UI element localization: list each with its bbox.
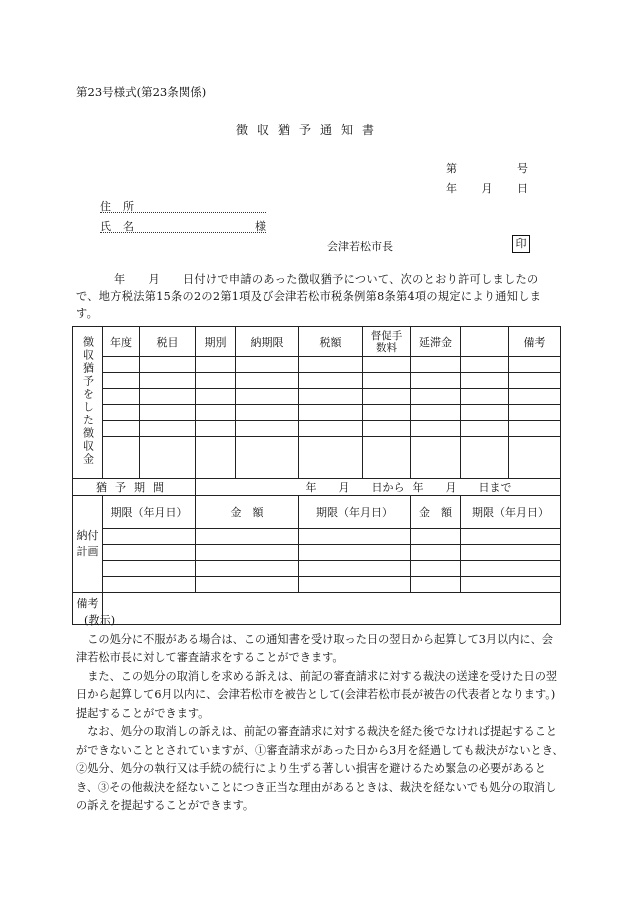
plan-header: 期限（年月日） bbox=[461, 496, 561, 529]
plan-header-row bbox=[73, 496, 561, 529]
col-header: 税目 bbox=[140, 327, 196, 357]
body-paragraph: 年 月 日付けで申請のあった徴収猶予について、次のとおり許可しましたので、地方税法第15条の2の2第1項及び会津若松市税条例第8条第4項の規定により通知します。 bbox=[76, 273, 542, 320]
date-day: 日 bbox=[517, 182, 528, 195]
issue-date bbox=[446, 180, 528, 196]
table-row bbox=[73, 437, 561, 479]
side-label-cell bbox=[73, 327, 103, 479]
col-header bbox=[461, 327, 509, 357]
date-month: 月 bbox=[481, 182, 493, 195]
notice-paragraph-2: また、この処分の取消しを求める訴えは、前記の審査請求に対する裁決の送達を受けた日の翌日から起算して6月以内に、会津若松市を被告として(会津若松市長が被告の代表者となります。)提起することができます。 bbox=[76, 669, 558, 720]
period-row bbox=[73, 479, 561, 496]
body-text bbox=[76, 271, 560, 322]
date-year: 年 bbox=[446, 182, 457, 195]
seal-mark: 印 bbox=[512, 235, 530, 253]
name-field bbox=[100, 218, 266, 233]
address-field bbox=[100, 198, 266, 213]
col-header: 備考 bbox=[509, 327, 561, 357]
notice-paragraph-3: なお、処分の取消しの訴えは、前記の審査請求に対する裁決を経た後でなければ提起することができないこととされていますが、①審査請求があった日から3月を経過しても裁決がないとき、②処分、処分の執行又は手続の続行により生ずる著しい損害を避けるため緊急の必要があるとき、③その他裁決を経ないことにつき正当な理由があるときは、裁決を経ないでも処分の取消しの訴えを提起することができます。 bbox=[76, 725, 564, 812]
plan-label-cell bbox=[73, 496, 103, 593]
honorific: 様 bbox=[255, 220, 266, 233]
deferment-table bbox=[72, 326, 561, 625]
period-label: 猶予期間 bbox=[73, 479, 196, 496]
number-prefix: 第 bbox=[446, 162, 457, 175]
issuer-name: 会津若松市長 bbox=[327, 240, 393, 253]
notice-section bbox=[76, 612, 564, 816]
plan-header: 期限（年月日） bbox=[103, 496, 196, 529]
address-label: 住所 bbox=[100, 200, 146, 213]
col-header: 納期限 bbox=[236, 327, 299, 357]
plan-header: 金 額 bbox=[411, 496, 461, 529]
col-header-text: 督促手数料 bbox=[370, 329, 403, 354]
notice-label: (教示) bbox=[84, 614, 116, 627]
number-suffix: 号 bbox=[517, 162, 528, 175]
period-to: 年 月 日まで bbox=[411, 479, 561, 496]
plan-row bbox=[73, 529, 561, 545]
form-number: 第23号様式(第23条関係) bbox=[76, 85, 207, 99]
remarks-label: 備考 bbox=[76, 597, 99, 610]
plan-header: 金 額 bbox=[196, 496, 299, 529]
table-row bbox=[73, 389, 561, 405]
notice-number bbox=[446, 160, 528, 176]
plan-row bbox=[73, 545, 561, 561]
col-header: 税額 bbox=[299, 327, 363, 357]
side-label: 徴収猶予をした徴収金 bbox=[81, 336, 95, 466]
plan-header: 期限（年月日） bbox=[299, 496, 411, 529]
col-header: 期別 bbox=[196, 327, 236, 357]
table-row bbox=[73, 421, 561, 437]
period-from: 年 月 日から bbox=[196, 479, 411, 496]
table-row bbox=[73, 357, 561, 373]
notice-paragraph-1: この処分に不服がある場合は、この通知書を受け取った日の翌日から起算して3月以内に、会津若松市長に対して審査請求をすることができます。 bbox=[76, 632, 553, 664]
document-title: 徴収猶予通知書 bbox=[236, 123, 384, 137]
col-header: 延滞金 bbox=[411, 327, 461, 357]
col-header: 年度 bbox=[103, 327, 140, 357]
col-header bbox=[363, 327, 411, 357]
plan-label: 納付計画 bbox=[76, 529, 99, 558]
table-row bbox=[73, 373, 561, 389]
plan-row bbox=[73, 577, 561, 593]
plan-row bbox=[73, 561, 561, 577]
table-row bbox=[73, 405, 561, 421]
name-label: 氏名 bbox=[100, 220, 146, 233]
